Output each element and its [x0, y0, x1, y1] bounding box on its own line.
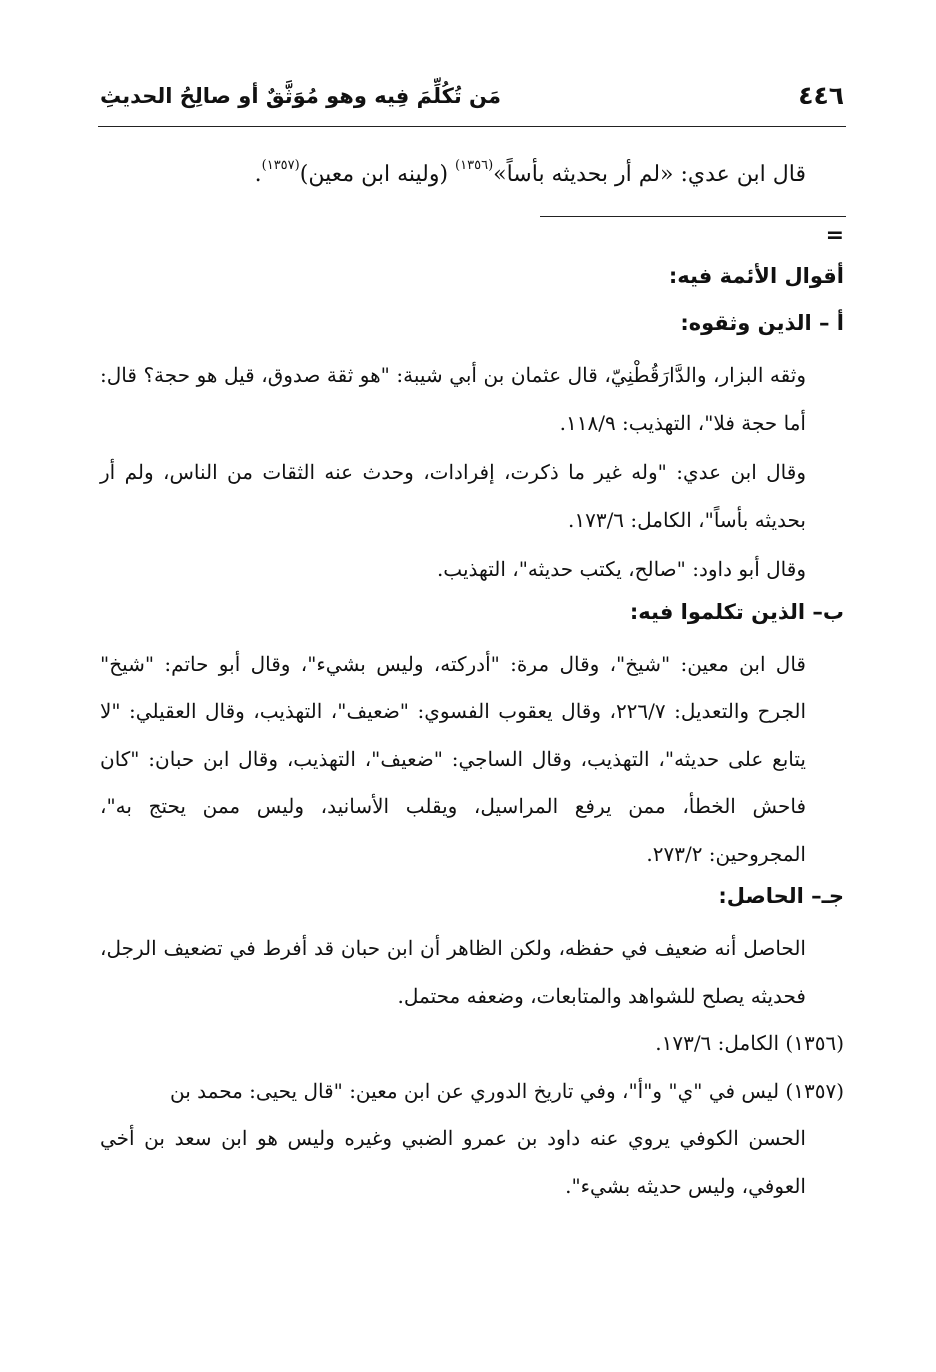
footnote-ref-1357: (١٣٥٧): [261, 158, 300, 173]
footnote-1357-continuation: الحسن الكوفي يروي عنه داود بن عمرو الضبي وغيره وليس هو ابن سعد بن أخي العوفي، وليس حديثه بشيء".: [100, 1126, 806, 1198]
carry-over-text: [126, 155, 806, 195]
carry-over-end: .: [254, 162, 262, 187]
criticized-paragraph-1: قال ابن معين: "شيخ"، وقال مرة: "أدركته، وليس بشيء"، وقال أبو حاتم: "شيخ" الجرح والتعديل: ٢٢٦/٧، وقال يعقوب الفسوي: "ضعيف"، التهذيب، وقال العقيلي: "لا يتابع على حديثه"، التهذيب، وقال الساجي: "ضعيف"، التهذيب، وقال ابن حبان: "كان فاحش الخطأ، ممن يرفع المراسيل، ويقلب الأسانيد، وليس ممن يحتج به"، المجروحين: ٢٧٣/٢.: [100, 651, 806, 866]
header-rule: [98, 126, 846, 127]
page-header: [100, 78, 844, 118]
carry-over-quote: قال ابن عدي: «لم أر بحديثه بأساً»: [493, 162, 806, 187]
conclusion-paragraph-1: الحاصل أنه ضعيف في حفظه، ولكن الظاهر أن ابن حبان قد أفرط في تضعيف الرجل، فحديثه يصلح للشواهد والمتابعات، وضعفه محتمل.: [100, 936, 806, 1008]
carry-over-note: (ولينه ابن معين): [299, 162, 456, 187]
footnote-1357: [100, 1068, 844, 1211]
footnote-body: [100, 258, 844, 1210]
footnote-1356: (١٣٥٦) الكامل: ١٧٣/٦.: [655, 1031, 844, 1055]
footnote-1357-first-line: (١٣٥٧) ليس في "ي" و"أ"، وفي تاريخ الدوري عن ابن معين: "قال يحيى: محمد بن: [169, 1078, 844, 1103]
criticized-heading: ب– الذين تكلموا فيه:: [629, 599, 844, 624]
conclusion-heading: جـ– الحاصل:: [718, 884, 844, 908]
running-title: مَن تُكُلِّمَ فِيه وهو مُوَثَّقٌ أو صالِحُ الحديثِ: [100, 84, 501, 108]
trusted-paragraph-2: وقال ابن عدي: "وله غير ما ذكرت، إفرادات، وحدث عنه الثقات من الناس، ولم أر بحديثه بأساً"، الكامل: ١٧٣/٦.: [100, 460, 806, 532]
continuation-mark: =: [825, 223, 844, 248]
footnote-separator-rule: [540, 216, 846, 217]
footnote-ref-1356: (١٣٥٦): [455, 158, 494, 173]
main-heading: أقوال الأئمة فيه:: [668, 264, 844, 288]
trusted-paragraph-1: وثقه البزار، والدَّارَقُطْنِيّ، قال عثمان بن أبي شيبة: "هو ثقة صدوق، قيل هو حجة؟ قال: أما حجة فلا"، التهذيب: ١١٨/٩.: [100, 363, 806, 435]
trusted-paragraph-3: وقال أبو داود: "صالح، يكتب حديثه"، التهذيب.: [436, 557, 806, 581]
trusted-heading: أ – الذين وثقوه:: [680, 311, 844, 335]
page-number: ٤٤٦: [798, 81, 844, 110]
